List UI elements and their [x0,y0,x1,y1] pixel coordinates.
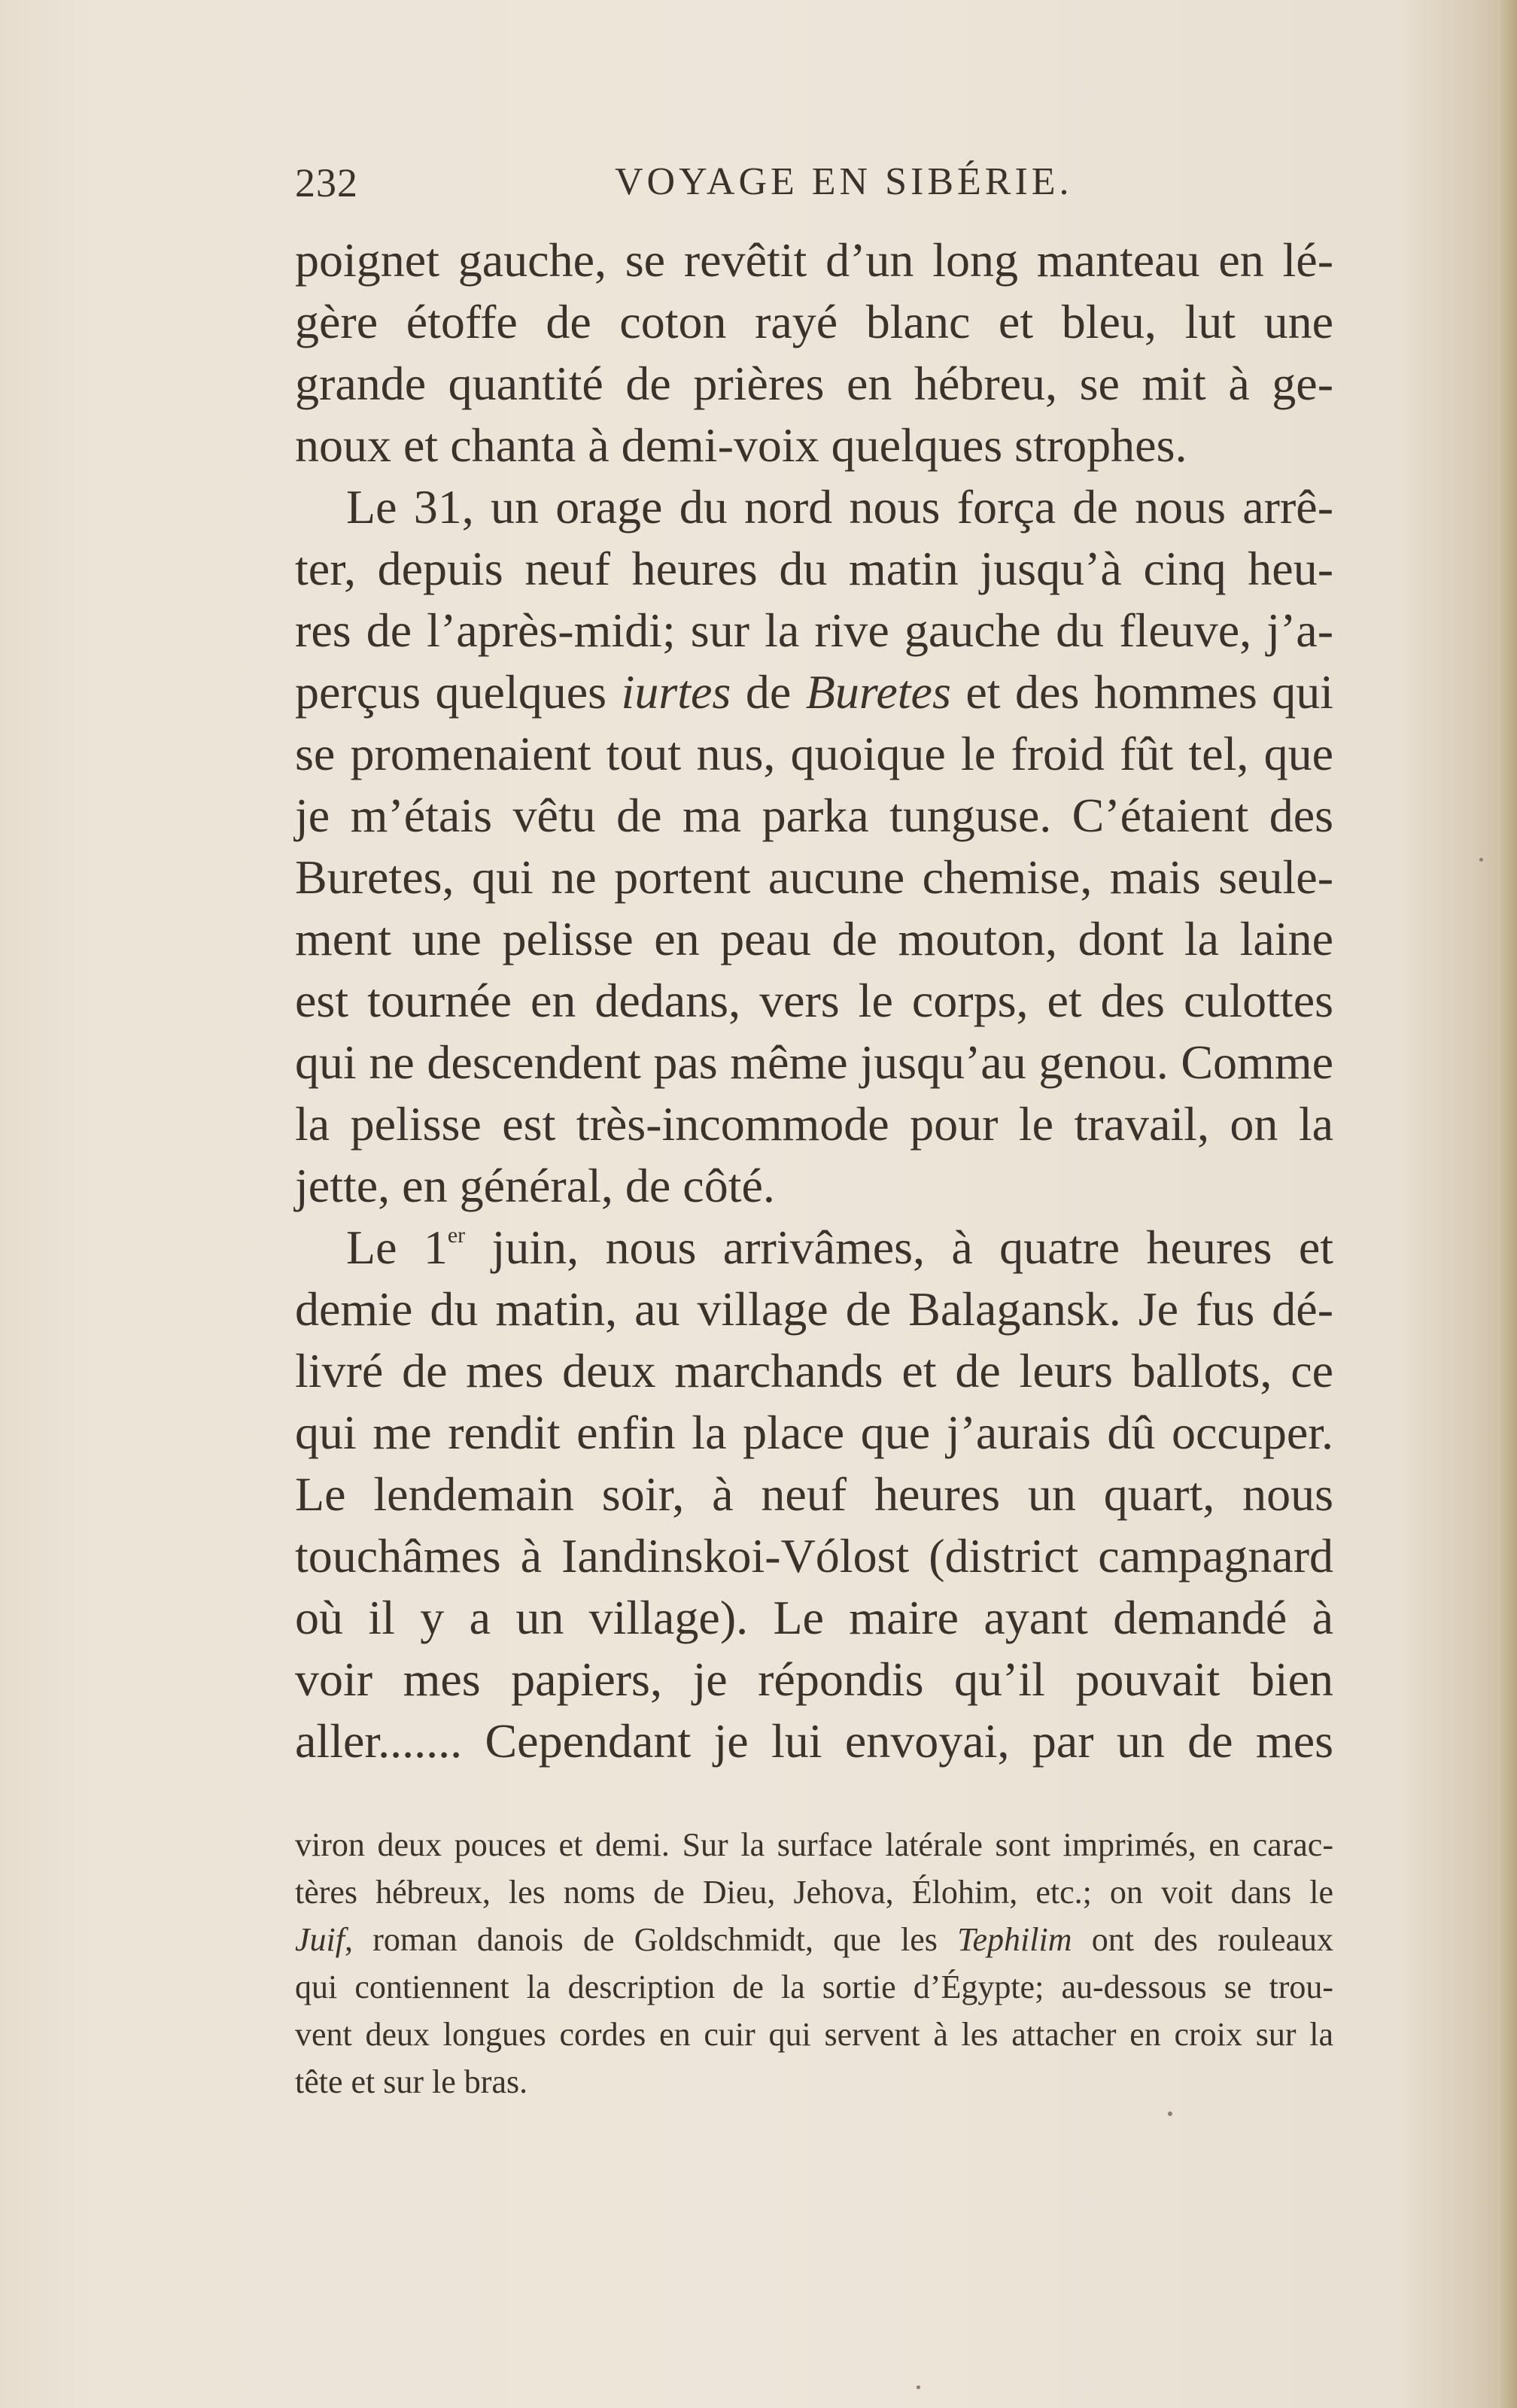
text-line: où il y a un village). Le maire ayant demandé à [295,1591,1333,1644]
paper-speck [1479,858,1483,862]
text-line: qui me rendit enfin la place que j’aurais dû occuper. [295,1406,1333,1459]
paper-speck [917,2385,920,2389]
text-line: ter, depuis neuf heures du matin jusqu’à cinq heu- [295,542,1333,595]
footnote-line: tête et sur le bras. [295,2063,528,2100]
main-text [295,230,1333,1772]
text-line: noux et chanta à demi-voix quelques strophes. [295,418,1187,472]
text-line: ment une pelisse en peau de mouton, dont la laine [295,912,1333,965]
footnote [295,1821,1333,2105]
footnote-line [295,1916,1333,1963]
text-run: juin, nous arrivâmes, à quatre heures et [465,1221,1333,1274]
page-number: 232 [295,160,358,205]
text-line: res de l’après-midi; sur la rive gauche du fleuve, j’a- [295,604,1333,657]
text-line: livré de mes deux marchands et de leurs ballots, ce [295,1344,1333,1397]
text-line: demie du matin, au village de Balagansk. Je fus dé- [295,1282,1333,1336]
text-line: touchâmes à Iandinskoi-Vólost (district campagnard [295,1529,1333,1583]
ordinal-superscript: er [447,1223,466,1248]
text-line: gère étoffe de coton rayé blanc et bleu, lut une [295,295,1333,348]
text-line: grande quantité de prières en hébreu, se mit à ge- [295,357,1333,410]
text-run: et des hommes qui [950,665,1333,719]
text-line: qui ne descendent pas même jusqu’au genou. Comme [295,1035,1333,1089]
text-line: je m’étais vêtu de ma parka tunguse. C’étaient des [295,789,1333,842]
italic-term-buretes: Buretes [805,665,951,719]
text-line: Le lendemain soir, à neuf heures un quart, nous [295,1467,1333,1521]
footnote-line: vent deux longues cordes en cuir qui servent à les attacher en croix sur la [295,2016,1333,2053]
text-run: de [731,665,806,719]
text-line: poignet gauche, se revêtit d’un long manteau en lé- [295,233,1333,287]
italic-title-juif: Juif [295,1921,345,1958]
text-run: perçus quelques [295,665,622,719]
text-line: la pelisse est très-incommode pour le travail, on la [295,1097,1333,1151]
text-line: est tournée en dedans, vers le corps, et des culottes [295,974,1333,1027]
text-line: aller....... Cependant je lui envoyai, par un de mes [295,1714,1333,1768]
paper-speck [1168,2112,1172,2116]
text-run: Le 1 [346,1221,448,1274]
text-run: ont des rouleaux [1072,1921,1333,1958]
running-header [295,160,1333,212]
text-line: Le 31, un orage du nord nous força de nous arrê- [346,480,1333,534]
italic-term-iurtes: iurtes [621,665,731,719]
text-run: , roman danois de Goldschmidt, que les [344,1921,958,1958]
text-line: se promenaient tout nus, quoique le froid fût tel, que [295,727,1333,780]
text-line: Buretes, qui ne portent aucune chemise, mais seule- [295,850,1333,904]
text-line: voir mes papiers, je répondis qu’il pouvait bien [295,1652,1333,1706]
footnote-line: tères hébreux, les noms de Dieu, Jehova, Élohim, etc.; on voit dans le [295,1874,1333,1911]
running-title: VOYAGE EN SIBÉRIE. [615,160,1073,203]
text-line [295,661,1333,723]
text-line: jette, en général, de côté. [295,1159,775,1212]
page-edge-shadow [1500,0,1517,2408]
footnote-line: viron deux pouces et demi. Sur la surface latérale sont imprimés, en carac- [295,1826,1333,1863]
text-line [295,1217,1333,1278]
italic-term-tephilim: Tephilim [957,1921,1072,1958]
footnote-line: qui contiennent la description de la sortie d’Égypte; au-dessous se trou- [295,1969,1333,2005]
